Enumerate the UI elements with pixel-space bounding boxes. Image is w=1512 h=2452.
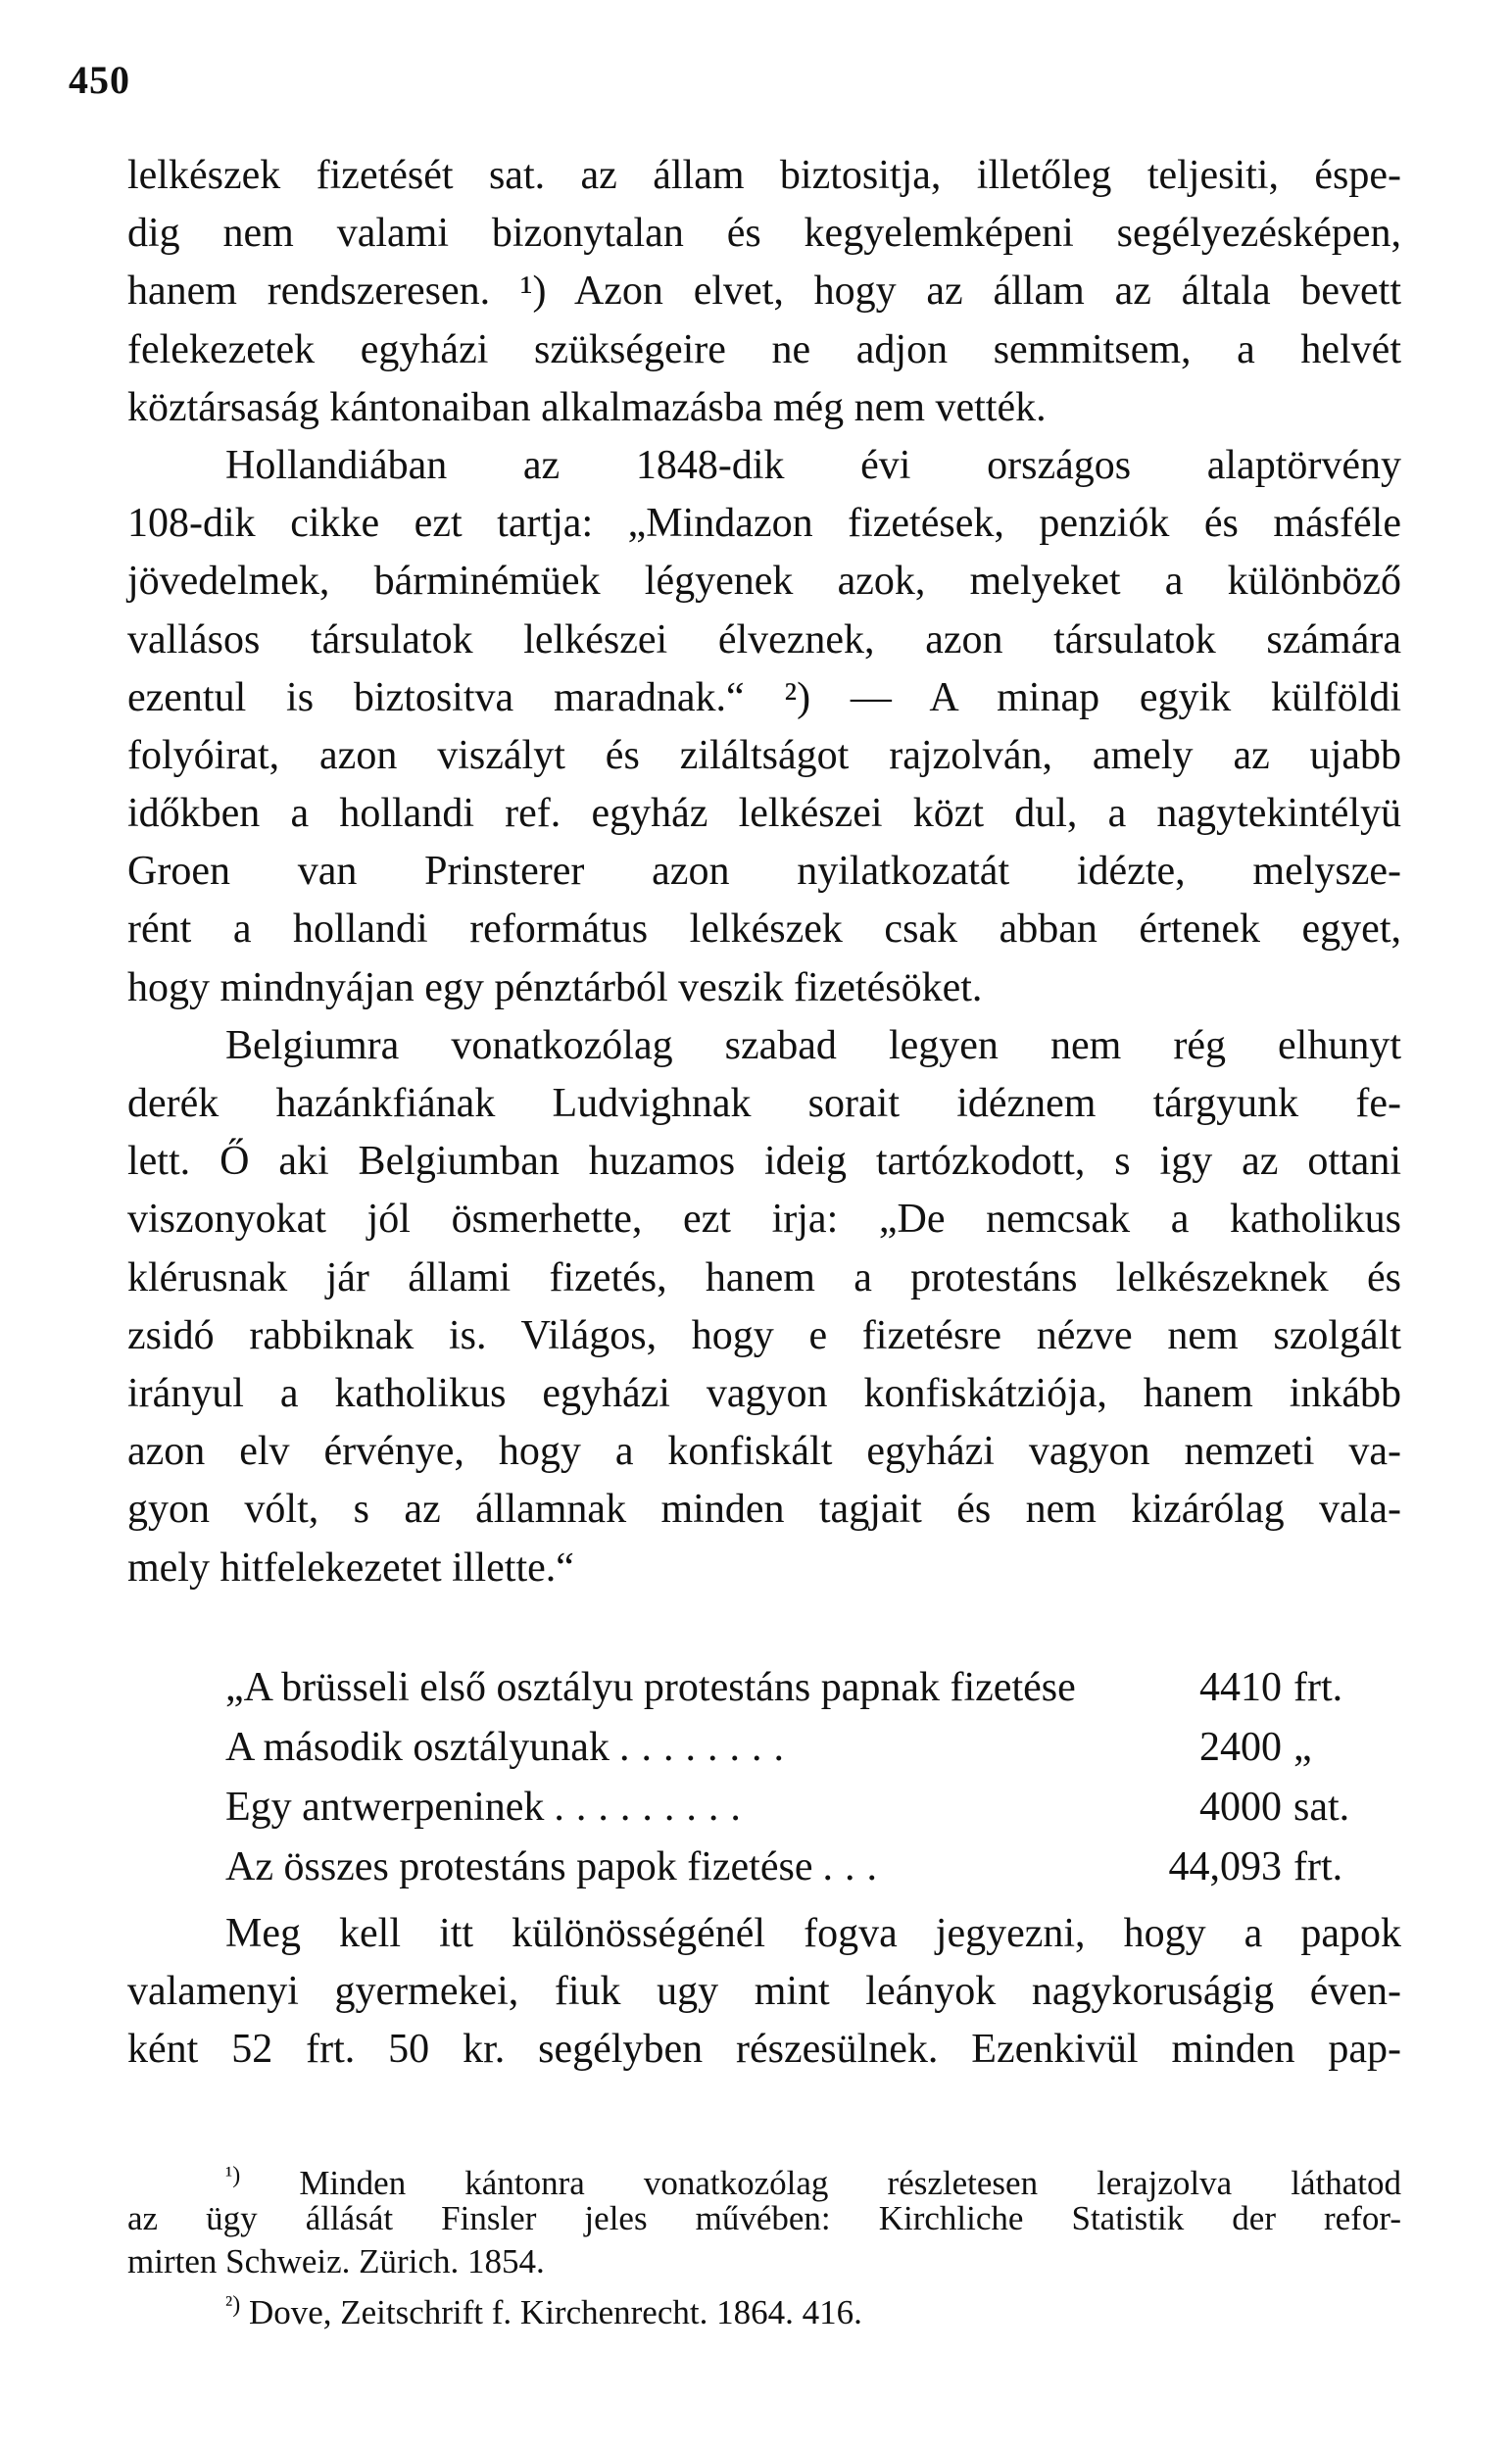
salary-unit: frt. (1293, 1844, 1343, 1889)
salary-unit: „ (1293, 1725, 1312, 1770)
text-line: derék hazánkfiának Ludvighnak sorait idéznem tárgyunk fe- (127, 1081, 1401, 1126)
text-line: valamenyi gyermekei, fiuk ugy mint leányok nagykoruságig éven- (127, 1969, 1401, 2015)
salary-row (225, 1843, 1362, 1903)
text-line: ként 52 frt. 50 kr. segélyben részesülnek. Ezenkivül minden pap- (127, 2027, 1401, 2073)
footnote-line (127, 2154, 1402, 2202)
footnote-marker: ²) (225, 2292, 241, 2318)
footnote-1 (127, 2154, 1401, 2283)
salary-label: Egy antwerpeninek (225, 1785, 545, 1830)
footnote-text: Minden kántonra vonatkozólag részletesen lerajzolva láthatod (299, 2164, 1402, 2202)
paragraph-start-closing: Meg kell itt különösségénél fogva jegyezni, hogy a papok (225, 1911, 1401, 1956)
paragraph-start-hollandia: Hollandiában az 1848-dik évi országos alaptörvény (225, 442, 1401, 488)
salary-table (225, 1664, 1362, 1903)
footnote-marker: ¹) (225, 2163, 241, 2188)
paragraph-start-belgium: Belgiumra vonatkozólag szabad legyen nem rég elhunyt (225, 1022, 1401, 1068)
text-line: vallásos társulatok lelkészei élveznek, azon társulatok számára (127, 616, 1401, 662)
leader-dots: ........ (618, 1725, 796, 1770)
footnote-line: mirten Schweiz. Zürich. 1854. (127, 2242, 545, 2280)
text-line: Groen van Prinsterer azon nyilatkozatát idézte, melysze- (127, 849, 1401, 895)
main-text (127, 147, 1401, 1597)
text-line: lett. Ő aki Belgiumban huzamos ideig tartózkodott, s igy az ottani (127, 1139, 1401, 1185)
salary-label: „A brüsseli első osztályu protestáns papnak fizetése (225, 1665, 1076, 1710)
salary-unit: sat. (1293, 1785, 1350, 1830)
text-line: hanem rendszeresen. ¹) Azon elvet, hogy az állam az általa bevett (127, 269, 1401, 315)
text-line: viszonyokat jól ösmerhette, ezt irja: „De nemcsak a katholikus (127, 1197, 1401, 1243)
leader-dots: ... (822, 1844, 889, 1889)
text-line: klérusnak jár állami fizetés, hanem a protestáns lelkészeknek és (127, 1254, 1401, 1300)
text-line: hogy mindnyájan egy pénztárból veszik fizetésöket. (127, 964, 983, 1010)
text-line: gyon vólt, s az államnak minden tagjait és nem kizárólag vala- (127, 1487, 1401, 1533)
salary-amount: 44,093 (1168, 1844, 1282, 1889)
salary-row (225, 1724, 1362, 1784)
footnote-text: Dove, Zeitschrift f. Kirchenrecht. 1864. 416. (248, 2293, 862, 2331)
salary-label: A második osztályunak (225, 1725, 610, 1770)
text-line: lelkészek fizetését sat. az állam biztositja, illetőleg teljesiti, éspe- (127, 153, 1401, 198)
footnote-line (127, 2283, 1401, 2331)
salary-row (225, 1664, 1362, 1724)
text-line: azon elv érvénye, hogy a konfiskált egyházi vagyon nemzeti va- (127, 1429, 1401, 1475)
footnotes (127, 2154, 1402, 2331)
leader-dots: ......... (554, 1785, 753, 1830)
salary-unit: frt. (1293, 1665, 1343, 1710)
salary-row (225, 1784, 1362, 1843)
salary-amount: 4000 (1199, 1785, 1282, 1830)
footnote-line: az ügy állását Finsler jeles művében: Kirchliche Statistik der refor- (127, 2199, 1401, 2237)
page-number: 450 (69, 58, 130, 102)
text-line: dig nem valami bizonytalan és kegyelemképeni segélyezésképen, (127, 211, 1401, 257)
text-line: rént a hollandi református lelkészek csak abban értenek egyet, (127, 907, 1401, 953)
text-line: 108-dik cikke ezt tartja: „Mindazon fizetések, penziók és másféle (127, 501, 1401, 547)
salary-amount: 2400 (1199, 1725, 1282, 1770)
text-line: mely hitfelekezetet illette.“ (127, 1545, 574, 1591)
text-line: felekezetek egyházi szükségeire ne adjon semmitsem, a helvét (127, 326, 1401, 372)
salary-amount: 4410 (1199, 1665, 1282, 1710)
text-line: időkben a hollandi ref. egyház lelkészei közt dul, a nagytekintélyü (127, 791, 1401, 837)
footnote-2 (127, 2283, 1401, 2331)
text-line: zsidó rabbiknak is. Világos, hogy e fizetésre nézve nem szolgált (127, 1312, 1401, 1358)
text-line: ezentul is biztositva maradnak.“ ²) — A minap egyik külföldi (127, 674, 1401, 720)
closing-paragraph (127, 1905, 1401, 2080)
text-line: köztársaság kántonaiban alkalmazásba még nem vették. (127, 384, 1047, 430)
text-line: folyóirat, azon viszályt és ziláltságot rajzolván, amely az ujabb (127, 732, 1401, 778)
salary-label: Az összes protestáns papok fizetése (225, 1844, 813, 1889)
text-line: jövedelmek, bárminémüek légyenek azok, melyeket a különböző (127, 559, 1401, 605)
text-line: irányul a katholikus egyházi vagyon konfiskátziója, hanem inkább (127, 1370, 1401, 1416)
